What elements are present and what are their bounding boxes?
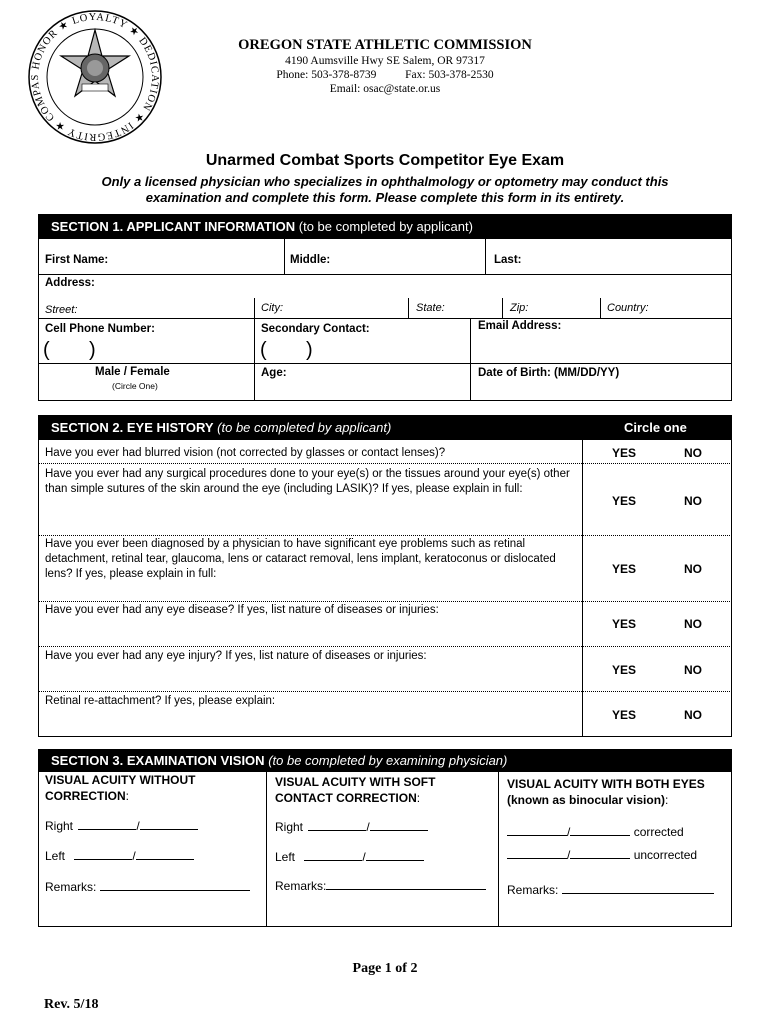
col1-heading-colon: : — [125, 789, 130, 803]
city-label: City: — [261, 302, 283, 314]
col3-corrected-slash: / — [567, 825, 571, 839]
email-address-label: Email Address: — [478, 320, 562, 332]
question-surgical-procedures: Have you ever had any surgical procedures done to your eye(s) or the tissues around your eye(s) other than simple sutures of the skin around the eye (including LASIK)? If yes, please explain in full: — [45, 468, 570, 495]
col3-uncorrected-field-b[interactable] — [570, 847, 630, 859]
middle-name-label: Middle: — [290, 254, 331, 266]
col2-heading-colon: : — [416, 791, 421, 805]
form-instructions — [60, 174, 710, 206]
col2-left-row — [275, 849, 424, 865]
instructions-line-2: examination and complete this form. Please complete this form in its entirety. — [145, 190, 625, 205]
col3-remarks-row — [507, 882, 714, 898]
q5-no-option[interactable]: NO — [684, 663, 702, 677]
col1-right-row — [45, 818, 198, 834]
agency-phone-fax: Phone: 503-378-8739 Fax: 503-378-2530 — [276, 69, 494, 81]
col2-heading — [275, 774, 435, 806]
q2-yes-option[interactable]: YES — [612, 494, 637, 508]
age-label: Age: — [261, 367, 287, 379]
col2-right-field-b[interactable] — [370, 819, 428, 831]
section-1-note: (to be completed by applicant) — [298, 219, 473, 234]
q4-no-option[interactable]: NO — [684, 617, 702, 631]
col3-heading-line-1: VISUAL ACUITY WITH BOTH EYES — [507, 777, 705, 791]
section-3-title: SECTION 3. EXAMINATION VISION — [51, 753, 265, 768]
page-number: Page 1 of 2 — [352, 961, 418, 976]
col3-uncorrected-label: uncorrected — [633, 848, 698, 862]
circle-one-hint: (Circle One) — [112, 381, 158, 391]
sex-label[interactable]: Male / Female — [95, 366, 170, 378]
q6-no-option[interactable]: NO — [684, 708, 702, 722]
section-2-note: (to be completed by applicant) — [217, 420, 392, 435]
instructions-line-1: Only a licensed physician who specializes in ophthalmology or optometry may conduct this — [101, 174, 669, 189]
cell-phone-paren-open: ( — [43, 339, 50, 361]
question-blurred-vision: Have you ever had blurred vision (not corrected by glasses or contact lenses)? — [45, 447, 446, 459]
col2-remarks-row — [275, 878, 486, 894]
col3-corrected-field-a[interactable] — [507, 824, 567, 836]
last-name-label: Last: — [494, 254, 522, 266]
q1-yes-option[interactable]: YES — [612, 446, 637, 460]
col1-right-slash: / — [136, 819, 140, 833]
question-eye-disease: Have you ever had any eye disease? If yes, list nature of diseases or injuries: — [45, 604, 439, 616]
col1-left-slash: / — [132, 849, 136, 863]
col2-right-label: Right — [275, 820, 304, 834]
col1-remarks-label: Remarks: — [45, 880, 97, 894]
street-label: Street: — [45, 304, 78, 316]
col2-right-field-a[interactable] — [308, 819, 366, 831]
col2-heading-line-2: CONTACT CORRECTION — [275, 791, 417, 805]
col1-left-row — [45, 848, 194, 864]
secondary-contact-label: Secondary Contact: — [261, 323, 370, 335]
q4-yes-option[interactable]: YES — [612, 617, 637, 631]
col3-heading-line-2: (known as binocular vision) — [507, 793, 666, 807]
col2-left-slash: / — [362, 850, 366, 864]
col2-left-label: Left — [275, 850, 296, 864]
col3-corrected-label: corrected — [633, 825, 684, 839]
col1-heading-line-2: CORRECTION — [45, 789, 126, 803]
col3-uncorrected-slash: / — [567, 848, 571, 862]
q1-no-option[interactable]: NO — [684, 446, 702, 460]
col3-uncorrected-field-a[interactable] — [507, 847, 567, 859]
col1-heading — [45, 772, 195, 804]
col2-left-field-b[interactable] — [366, 849, 424, 861]
col1-left-field-b[interactable] — [136, 848, 194, 860]
revision-date: Rev. 5/18 — [44, 997, 99, 1012]
col2-right-row — [275, 819, 428, 835]
zip-label: Zip: — [510, 302, 529, 314]
col2-heading-line-1: VISUAL ACUITY WITH SOFT — [275, 775, 436, 789]
col1-heading-line-1: VISUAL ACUITY WITHOUT — [45, 773, 196, 787]
col2-right-slash: / — [366, 820, 370, 834]
question-diagnosed-problems: Have you ever been diagnosed by a physician to have significant eye problems such as retinal detachment, retinal tear, glaucoma, lens or cataract removal, lens implant, keratoconus or dislocated lens? If yes, please explain in full: — [45, 538, 556, 580]
agency-address: 4190 Aumsville Hwy SE Salem, OR 97317 — [285, 55, 485, 67]
q5-yes-option[interactable]: YES — [612, 663, 637, 677]
col1-remarks-field[interactable] — [100, 879, 250, 891]
col1-right-label: Right — [45, 819, 74, 833]
first-name-label: First Name: — [45, 254, 109, 266]
cell-phone-label: Cell Phone Number: — [45, 323, 155, 335]
col2-remarks-field[interactable] — [326, 878, 486, 890]
agency-name: OREGON STATE ATHLETIC COMMISSION — [238, 37, 532, 53]
q3-no-option[interactable]: NO — [684, 562, 702, 576]
address-label: Address: — [45, 277, 95, 289]
section-3-header — [39, 750, 731, 772]
section-1-title: SECTION 1. APPLICANT INFORMATION — [51, 219, 296, 234]
col3-corrected-field-b[interactable] — [570, 824, 630, 836]
col3-remarks-label: Remarks: — [507, 883, 559, 897]
col1-left-label: Left — [45, 849, 66, 863]
state-label: State: — [416, 302, 445, 314]
circle-one-header: Circle one — [624, 420, 687, 435]
col3-remarks-field[interactable] — [562, 882, 714, 894]
col3-corrected-row — [507, 824, 684, 840]
section-3-note: (to be completed by examining physician) — [268, 753, 508, 768]
q3-yes-option[interactable]: YES — [612, 562, 637, 576]
secondary-paren-open: ( — [260, 339, 267, 361]
q2-no-option[interactable]: NO — [684, 494, 702, 508]
col1-right-field-a[interactable] — [78, 818, 136, 830]
col1-right-field-b[interactable] — [140, 818, 198, 830]
form-title: Unarmed Combat Sports Competitor Eye Exam — [205, 152, 565, 169]
cell-phone-paren-close: ) — [89, 339, 96, 361]
col1-remarks-row — [45, 879, 250, 895]
agency-email: Email: osac@state.or.us — [329, 83, 441, 95]
secondary-paren-close: ) — [306, 339, 313, 361]
col2-remarks-label: Remarks: — [275, 879, 327, 893]
col3-heading — [507, 776, 705, 808]
commission-seal — [26, 8, 164, 146]
q6-yes-option[interactable]: YES — [612, 708, 637, 722]
section-1-header — [39, 215, 731, 239]
dob-label: Date of Birth: (MM/DD/YY) — [478, 367, 620, 379]
col2-left-field-a[interactable] — [304, 849, 362, 861]
seal-motto: HONOR ★ LOYALTY ★ DEDICATION ★ INTEGRITY ★ COMPAS — [29, 11, 161, 143]
section-2-title: SECTION 2. EYE HISTORY — [51, 420, 214, 435]
country-label: Country: — [607, 302, 649, 314]
col3-uncorrected-row — [507, 847, 697, 863]
question-eye-injury: Have you ever had any eye injury? If yes, list nature of diseases or injuries: — [45, 650, 427, 662]
question-retinal-reattachment: Retinal re-attachment? If yes, please explain: — [45, 695, 276, 707]
col1-left-field-a[interactable] — [74, 848, 132, 860]
col3-heading-colon: : — [665, 793, 669, 807]
